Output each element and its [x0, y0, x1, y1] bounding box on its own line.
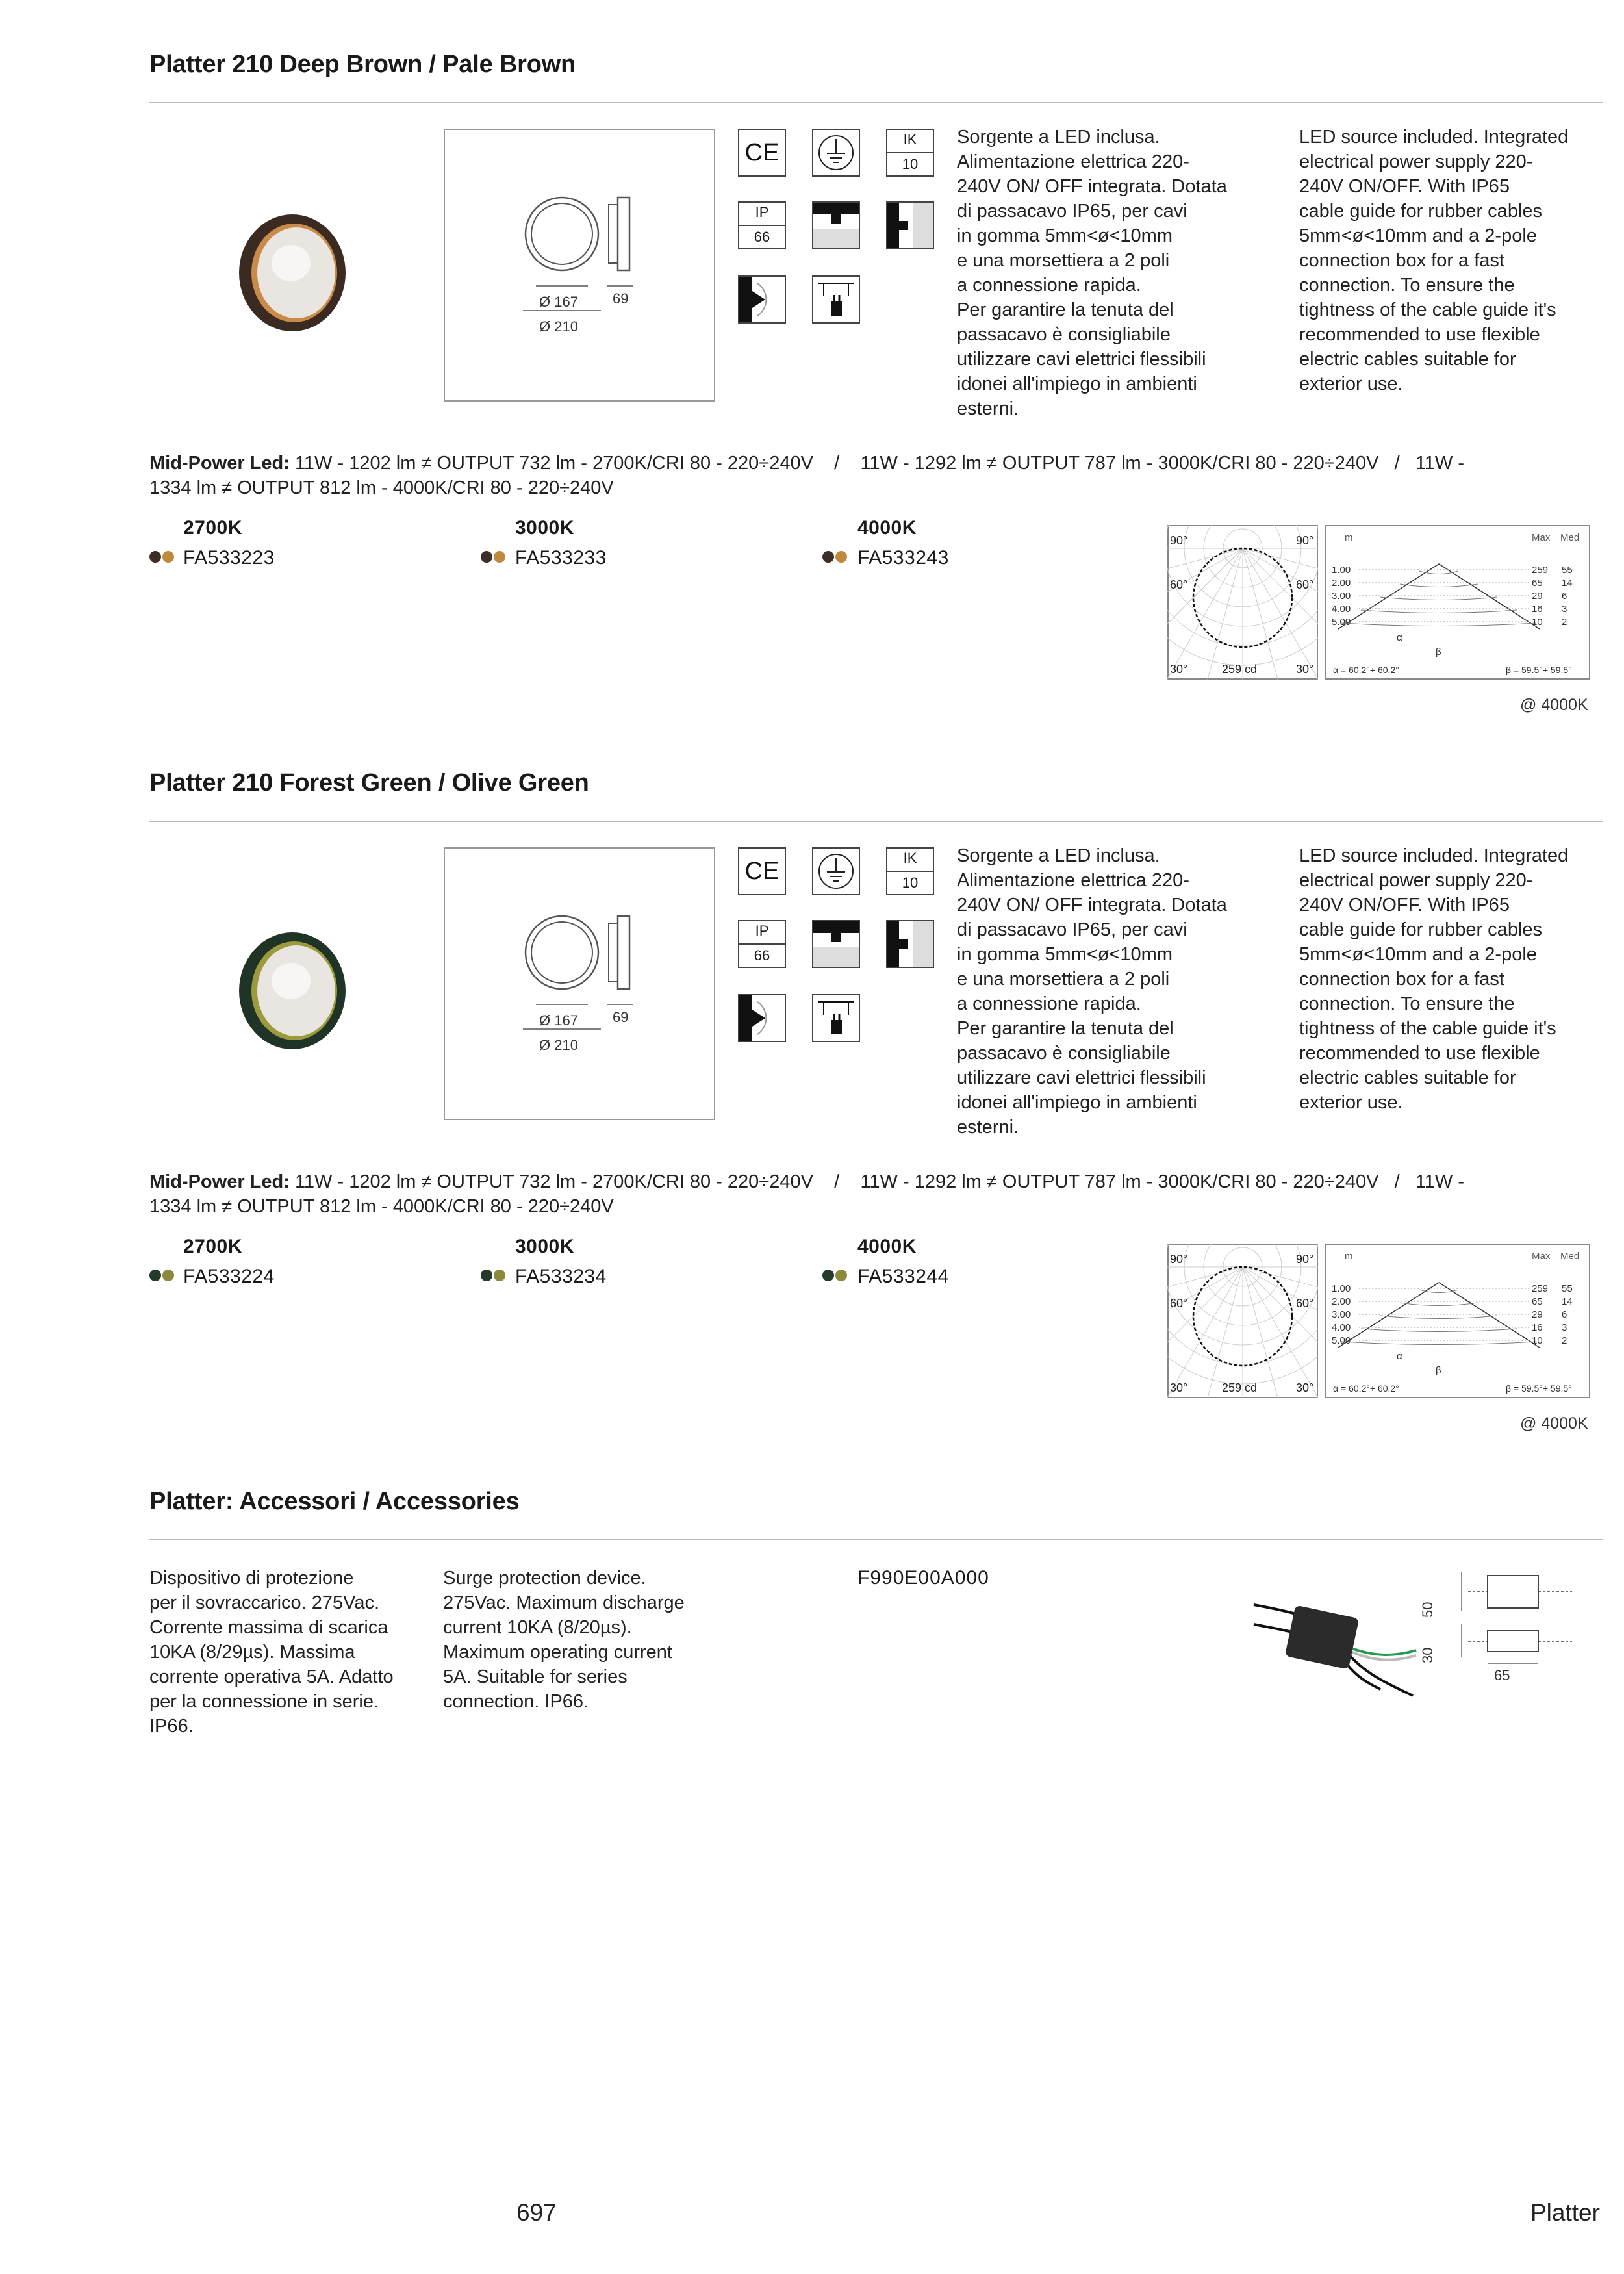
- cone-max-value: 16: [1532, 604, 1543, 615]
- cone-distance: 3.00: [1332, 1309, 1351, 1320]
- ip-value: 66: [754, 947, 770, 964]
- cone-max-value: 259: [1532, 565, 1549, 576]
- cone-distance: 3.00: [1332, 591, 1351, 602]
- dim-depth: 69: [613, 290, 629, 307]
- wall-light-icon: [738, 994, 786, 1042]
- connection-box-icon: [812, 994, 860, 1042]
- cone-max-value: 259: [1532, 1283, 1549, 1294]
- product-code: FA533233: [515, 547, 607, 568]
- led-spec-cont: 1334 lm ≠ OUTPUT 812 lm - 4000K/CRI 80 - 220÷240V: [149, 478, 614, 498]
- dimension-drawing: [444, 129, 715, 402]
- cone-med-value: 6: [1562, 591, 1567, 602]
- cone-beta: β: [1436, 1365, 1441, 1376]
- accessory-description-it: Dispositivo di protezione per il sovraccarico. 275Vac. Corrente massima di scarica 10KA (8/29µs). Massima corrente operativa 5A. Adatto per la connessione in serie. IP66.: [149, 1568, 394, 1737]
- cone-max-label: Max: [1532, 1251, 1551, 1262]
- color-swatch: [149, 551, 174, 563]
- polar-label: 60°: [1296, 1297, 1314, 1310]
- cct-label: 4000K: [857, 517, 917, 539]
- section-title: Platter 210 Forest Green / Olive Green: [149, 769, 589, 797]
- led-spec: Mid-Power Led: 11W - 1202 lm ≠ OUTPUT 732 lm - 2700K/CRI 80 - 220÷240V / 11W - 1292 lm ≠ OUTPUT 787 lm - 3000K/CRI 80 - 220÷240V / 11W -: [149, 1171, 1465, 1192]
- polar-label: 259 cd: [1222, 663, 1258, 676]
- accessory-code: F990E00A000: [857, 1567, 989, 1589]
- polar-label: 90°: [1296, 1253, 1314, 1266]
- cone-max-label: Max: [1532, 532, 1551, 543]
- dim-outer: Ø 210: [539, 318, 578, 335]
- product-photo: [234, 929, 351, 1053]
- cone-alpha-range: α = 60.2°+ 60.2°: [1333, 665, 1399, 675]
- photometry-note: @ 4000K: [1520, 1414, 1588, 1433]
- cone-max-value: 65: [1532, 1296, 1543, 1307]
- led-spec: Mid-Power Led: 11W - 1202 lm ≠ OUTPUT 732 lm - 2700K/CRI 80 - 220÷240V / 11W - 1292 lm ≠ OUTPUT 787 lm - 3000K/CRI 80 - 220÷240V / 11W -: [149, 453, 1465, 474]
- cct-label: 2700K: [183, 517, 242, 539]
- polar-label: 60°: [1170, 1297, 1188, 1310]
- dim-width: 65: [1494, 1667, 1510, 1683]
- ik-label: IK: [903, 131, 917, 147]
- color-swatch: [481, 1270, 505, 1281]
- polar-label: 259 cd: [1222, 1381, 1258, 1394]
- cct-label: 2700K: [183, 1236, 242, 1257]
- cone-frame: [1326, 1244, 1590, 1398]
- section-title: Platter: Accessori / Accessories: [149, 1488, 520, 1515]
- product-code: FA533243: [857, 547, 949, 568]
- product-photo: [234, 211, 351, 335]
- cone-diagram: [1325, 525, 1590, 680]
- accessory-dimension-drawing: [1436, 1566, 1598, 1702]
- cone-med-value: 2: [1562, 1335, 1567, 1346]
- polar-label: 30°: [1296, 663, 1314, 676]
- ground-class-icon: [812, 129, 860, 177]
- cone-med-value: 55: [1562, 1283, 1573, 1294]
- ceiling-mount-icon: [812, 920, 860, 968]
- cct-label: 3000K: [515, 517, 574, 539]
- polar-label: 90°: [1296, 534, 1314, 547]
- color-swatch: [822, 551, 847, 563]
- cone-med-value: 2: [1562, 617, 1567, 628]
- page-number: 697: [516, 2199, 557, 2226]
- ip-rating-badge: [738, 201, 786, 249]
- product-code: FA533224: [183, 1266, 275, 1287]
- dimension-drawing: [444, 847, 715, 1120]
- cone-distance: 4.00: [1332, 1322, 1351, 1333]
- cone-med-value: 6: [1562, 1309, 1567, 1320]
- divider: [149, 1539, 1603, 1540]
- cone-unit-label: m: [1345, 532, 1353, 543]
- dim-inner: Ø 167: [539, 1012, 578, 1028]
- ip-label: IP: [755, 204, 769, 220]
- description-it: Sorgente a LED inclusa. Alimentazione elettrica 220- 240V ON/ OFF integrata. Dotata di passacavo IP65, per cavi in gomma 5mm<ø<10mm e una morsettiera a 2 poli a connessione rapida. Per garantire la tenuta del passacavo è consigliabile utilizzare cavi elettrici flessibili idonei all'impiego in ambienti esterni.: [957, 127, 1227, 419]
- cone-med-value: 14: [1562, 1296, 1573, 1307]
- cone-med-value: 55: [1562, 565, 1573, 576]
- cct-label: 4000K: [857, 1236, 917, 1257]
- connection-box-icon: [812, 275, 860, 324]
- polar-diagram: [1167, 525, 1318, 680]
- cone-med-label: Med: [1560, 1251, 1580, 1262]
- description-en: LED source included. Integrated electrical power supply 220- 240V ON/OFF. With IP65 cable guide for rubber cables 5mm<ø<10mm and a 2-pole connection box for a fast connection. To ensure the tightness of the cable guide it's recommended to use flexible electric cables suitable for exterior use.: [1299, 127, 1569, 394]
- ik-value: 10: [902, 875, 919, 891]
- polar-label: 30°: [1296, 1381, 1314, 1394]
- cct-label: 3000K: [515, 1236, 574, 1257]
- cone-max-value: 29: [1532, 591, 1543, 602]
- cone-beta-range: β = 59.5°+ 59.5°: [1506, 1383, 1572, 1394]
- cone-max-value: 65: [1532, 578, 1543, 589]
- ceiling-mount-icon: [812, 201, 860, 249]
- color-swatch: [822, 1270, 847, 1281]
- cone-med-label: Med: [1560, 532, 1580, 543]
- cone-med-value: 14: [1562, 578, 1573, 589]
- wall-light-icon: [738, 275, 786, 324]
- polar-label: 90°: [1170, 1253, 1188, 1266]
- ground-class-icon: [812, 847, 860, 895]
- polar-label: 60°: [1296, 578, 1314, 591]
- product-code: FA533244: [857, 1266, 949, 1287]
- cone-distance: 1.00: [1332, 565, 1351, 576]
- color-swatch: [149, 1270, 174, 1281]
- cone-med-value: 3: [1562, 1322, 1567, 1333]
- svg-text:CE: CE: [744, 858, 780, 885]
- cone-max-value: 10: [1532, 1335, 1543, 1346]
- polar-label: 90°: [1170, 534, 1188, 547]
- ik-rating-badge: [886, 847, 934, 895]
- cone-med-value: 3: [1562, 604, 1567, 615]
- polar-label: 60°: [1170, 578, 1188, 591]
- dim-depth: 69: [613, 1009, 629, 1025]
- cone-max-value: 10: [1532, 617, 1543, 628]
- dim-inner: Ø 167: [539, 294, 578, 310]
- cone-distance: 2.00: [1332, 1296, 1351, 1307]
- cone-max-value: 16: [1532, 1322, 1543, 1333]
- accessory-description-en: Surge protection device. 275Vac. Maximum discharge current 10KA (8/20µs). Maximum operating current 5A. Suitable for series connection. IP66.: [443, 1568, 685, 1712]
- product-code: FA533223: [183, 547, 275, 568]
- cone-distance: 2.00: [1332, 578, 1351, 589]
- ce-mark-icon: [738, 129, 786, 177]
- cone-max-value: 29: [1532, 1309, 1543, 1320]
- cone-alpha-range: α = 60.2°+ 60.2°: [1333, 1383, 1399, 1394]
- ip-rating-badge: [738, 920, 786, 968]
- polar-label: 30°: [1170, 663, 1188, 676]
- description-it: Sorgente a LED inclusa. Alimentazione elettrica 220- 240V ON/ OFF integrata. Dotata di passacavo IP65, per cavi in gomma 5mm<ø<10mm e una morsettiera a 2 poli a connessione rapida. Per garantire la tenuta del passacavo è consigliabile utilizzare cavi elettrici flessibili idonei all'impiego in ambienti esterni.: [957, 845, 1227, 1138]
- cone-distance: 5.00: [1332, 617, 1351, 628]
- led-spec-cont: 1334 lm ≠ OUTPUT 812 lm - 4000K/CRI 80 - 220÷240V: [149, 1196, 614, 1217]
- cone-alpha: α: [1397, 632, 1402, 643]
- photometry-note: @ 4000K: [1520, 696, 1588, 714]
- ce-mark-icon: [738, 847, 786, 895]
- cone-distance: 4.00: [1332, 604, 1351, 615]
- description-en: LED source included. Integrated electrical power supply 220- 240V ON/OFF. With IP65 cable guide for rubber cables 5mm<ø<10mm and a 2-pole connection box for a fast connection. To ensure the tightness of the cable guide it's recommended to use flexible electric cables suitable for exterior use.: [1299, 845, 1569, 1113]
- section-title: Platter 210 Deep Brown / Pale Brown: [149, 51, 576, 78]
- cone-alpha: α: [1397, 1351, 1402, 1362]
- cone-beta: β: [1436, 646, 1441, 658]
- color-swatch: [481, 551, 505, 563]
- ik-label: IK: [903, 850, 917, 866]
- cone-distance: 5.00: [1332, 1335, 1351, 1346]
- divider: [149, 102, 1603, 103]
- cone-beta-range: β = 59.5°+ 59.5°: [1506, 665, 1572, 675]
- divider: [149, 821, 1603, 822]
- product-code: FA533234: [515, 1266, 607, 1287]
- polar-diagram: [1167, 1244, 1318, 1398]
- cone-frame: [1326, 526, 1590, 679]
- surge-protector-photo: [1250, 1585, 1419, 1702]
- ip-label: IP: [755, 923, 769, 939]
- cone-unit-label: m: [1345, 1251, 1353, 1262]
- ik-value: 10: [902, 156, 919, 172]
- ik-rating-badge: [886, 129, 934, 177]
- cone-distance: 1.00: [1332, 1283, 1351, 1294]
- wall-mount-icon: [886, 920, 934, 968]
- svg-text:CE: CE: [744, 139, 780, 166]
- polar-label: 30°: [1170, 1381, 1188, 1394]
- dim-outer: Ø 210: [539, 1037, 578, 1053]
- section-name: Platter: [1530, 2199, 1600, 2226]
- cone-diagram: [1325, 1244, 1590, 1398]
- wall-mount-icon: [886, 201, 934, 249]
- ip-value: 66: [754, 229, 770, 245]
